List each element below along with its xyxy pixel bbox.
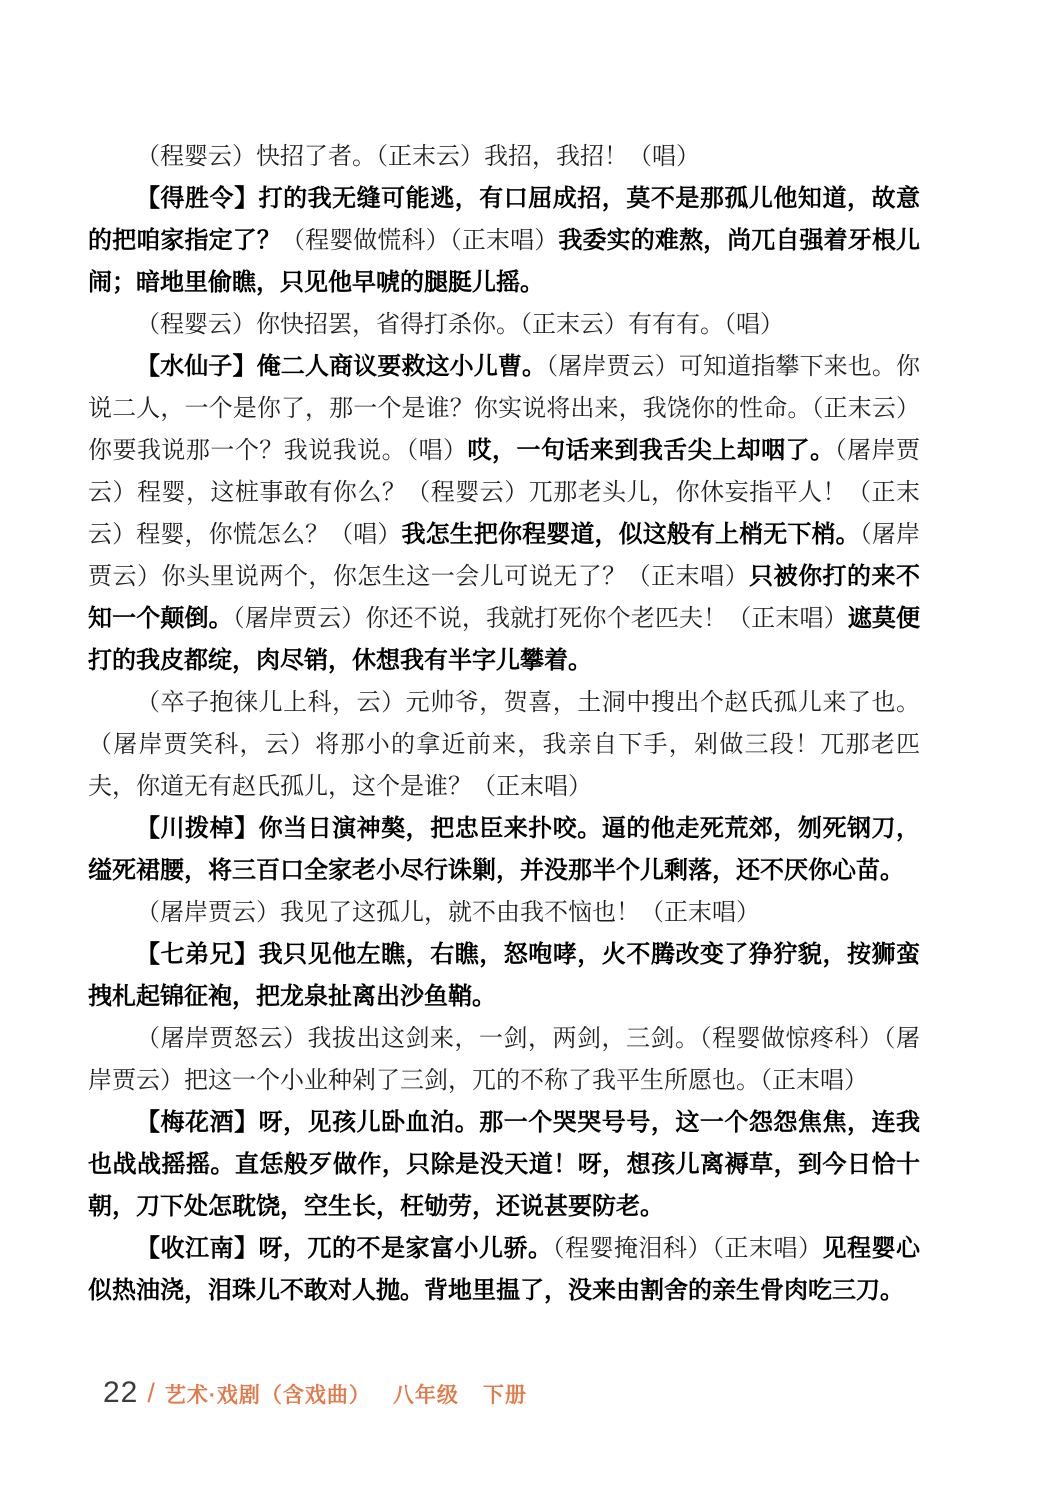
- script-paragraph: [88, 1228, 920, 1312]
- script-paragraph: [88, 136, 920, 178]
- sung-lyric-text: 我怎生把你程婴道，似这般有上梢无下梢。: [401, 521, 860, 548]
- script-paragraph: [88, 346, 920, 682]
- sung-lyric-text: 【七弟兄】我只见他左瞧，右瞧，怒咆哮，火不腾改变了狰狞貌，按狮蛮拽札起锦征袍，把龙泉扯离出沙鱼鞘。: [88, 941, 920, 1010]
- script-paragraph: [88, 178, 920, 304]
- volume-label: 下册: [482, 1384, 527, 1407]
- grade-label: 八年级: [392, 1384, 459, 1407]
- sung-lyric-text: 我委实的难熬，尚兀自强着牙根儿闹；暗地里偷瞧，只见他早唬的腿脡儿摇。: [88, 227, 921, 296]
- sung-lyric-text: 【梅花酒】呀，见孩儿卧血泊。那一个哭哭号号，这一个怨怨焦焦，连我也战战摇摇。直恁般歹做作，只除是没天道！呀，想孩儿离褥草，到今日恰十朝，刀下处怎耽饶，空生长，枉劬劳，还说甚要防老。: [88, 1109, 920, 1220]
- script-paragraph: [88, 892, 920, 934]
- stage-direction-text: （屠岸贾怒云）我拔出这剑来，一剑，两剑，三剑。（程婴做惊疼科）（屠岸贾云）把这一个小业种剁了三剑，兀的不称了我平生所愿也。（正末唱）: [88, 1026, 920, 1094]
- stage-direction-text: （屠岸贾云）你头里说两个，你怎生这一会儿可说无了？（正末唱）: [88, 522, 921, 590]
- script-paragraph: [88, 682, 920, 808]
- stage-direction-text: （屠岸贾云）你还不说，我就打死你个老匹夫！（正末唱）: [232, 606, 848, 632]
- stage-direction-text: （卒子抱徕儿上科，云）元帅爷，贺喜，土洞中搜出个赵氏孤儿来了也。（屠岸贾笑科，云）将那小的拿近前来，我亲自下手，剁做三段！兀那老匹夫，你道无有赵氏孤儿，这个是谁？（正末唱）: [88, 690, 920, 800]
- sung-lyric-text: 见程婴心似热油浇，泪珠儿不敢对人抛。背地里揾了，没来由割舍的亲生骨肉吃三刀。: [88, 1235, 920, 1304]
- stage-direction-text: （程婴掩泪科）（正末唱）: [552, 1236, 823, 1262]
- script-paragraph: [88, 1102, 920, 1228]
- sung-lyric-text: 【收江南】呀，兀的不是家富小儿骄。: [136, 1235, 553, 1262]
- sung-lyric-text: 【水仙子】俺二人商议要救这小儿曹。: [136, 353, 547, 380]
- stage-direction-text: （程婴云）你快招罢，省得打杀你。（正末云）有有有。（唱）: [136, 312, 784, 338]
- sung-lyric-text: 遮莫便打的我皮都绽，肉尽销，休想我有半字儿攀着。: [88, 605, 921, 674]
- script-paragraph: [88, 808, 920, 892]
- script-paragraph: [88, 1018, 920, 1102]
- footer-slash: /: [147, 1378, 155, 1408]
- stage-direction-text: （屠岸贾云）我见了这孤儿，就不由我不恼也！（正末唱）: [136, 900, 760, 926]
- sung-lyric-text: 哎，一句话来到我舌尖上却咽了。: [467, 437, 835, 464]
- stage-direction-text: （程婴做慌科）（正末唱）: [280, 228, 559, 254]
- stage-direction-text: （屠岸贾云）程婴，这桩事敢有你么？（程婴云）兀那老头儿，你休妄指平人！（正末云）程婴，你慌怎么？（唱）: [88, 438, 921, 548]
- page-footer: [103, 1376, 527, 1410]
- book-title: 艺术·戏剧（含戏曲）: [164, 1384, 371, 1407]
- script-paragraph: [88, 934, 920, 1018]
- stage-direction-text: （屠岸贾云）可知道指攀下来也。你说二人，一个是你了，那一个是谁？你实说将出来，我饶你的性命。（正末云）你要我说那一个？我说我说。（唱）: [88, 354, 920, 464]
- sung-lyric-text: 只被你打的来不知一个颠倒。: [88, 563, 921, 632]
- stage-direction-text: （程婴云）快招了者。（正末云）我招，我招！（唱）: [136, 144, 700, 170]
- play-script-text: [88, 136, 920, 1312]
- page-number: 22: [103, 1376, 139, 1409]
- script-paragraph: [88, 304, 920, 346]
- sung-lyric-text: 【得胜令】打的我无缝可能逃，有口屈成招，莫不是那孤儿他知道，故意的把咱家指定了？: [88, 185, 920, 254]
- sung-lyric-text: 【川拨棹】你当日演神獒，把忠臣来扑咬。逼的他走死荒郊，刎死钢刀，缢死裙腰，将三百口全家老小尽行诛剿，并没那半个儿剩落，还不厌你心苗。: [88, 815, 920, 884]
